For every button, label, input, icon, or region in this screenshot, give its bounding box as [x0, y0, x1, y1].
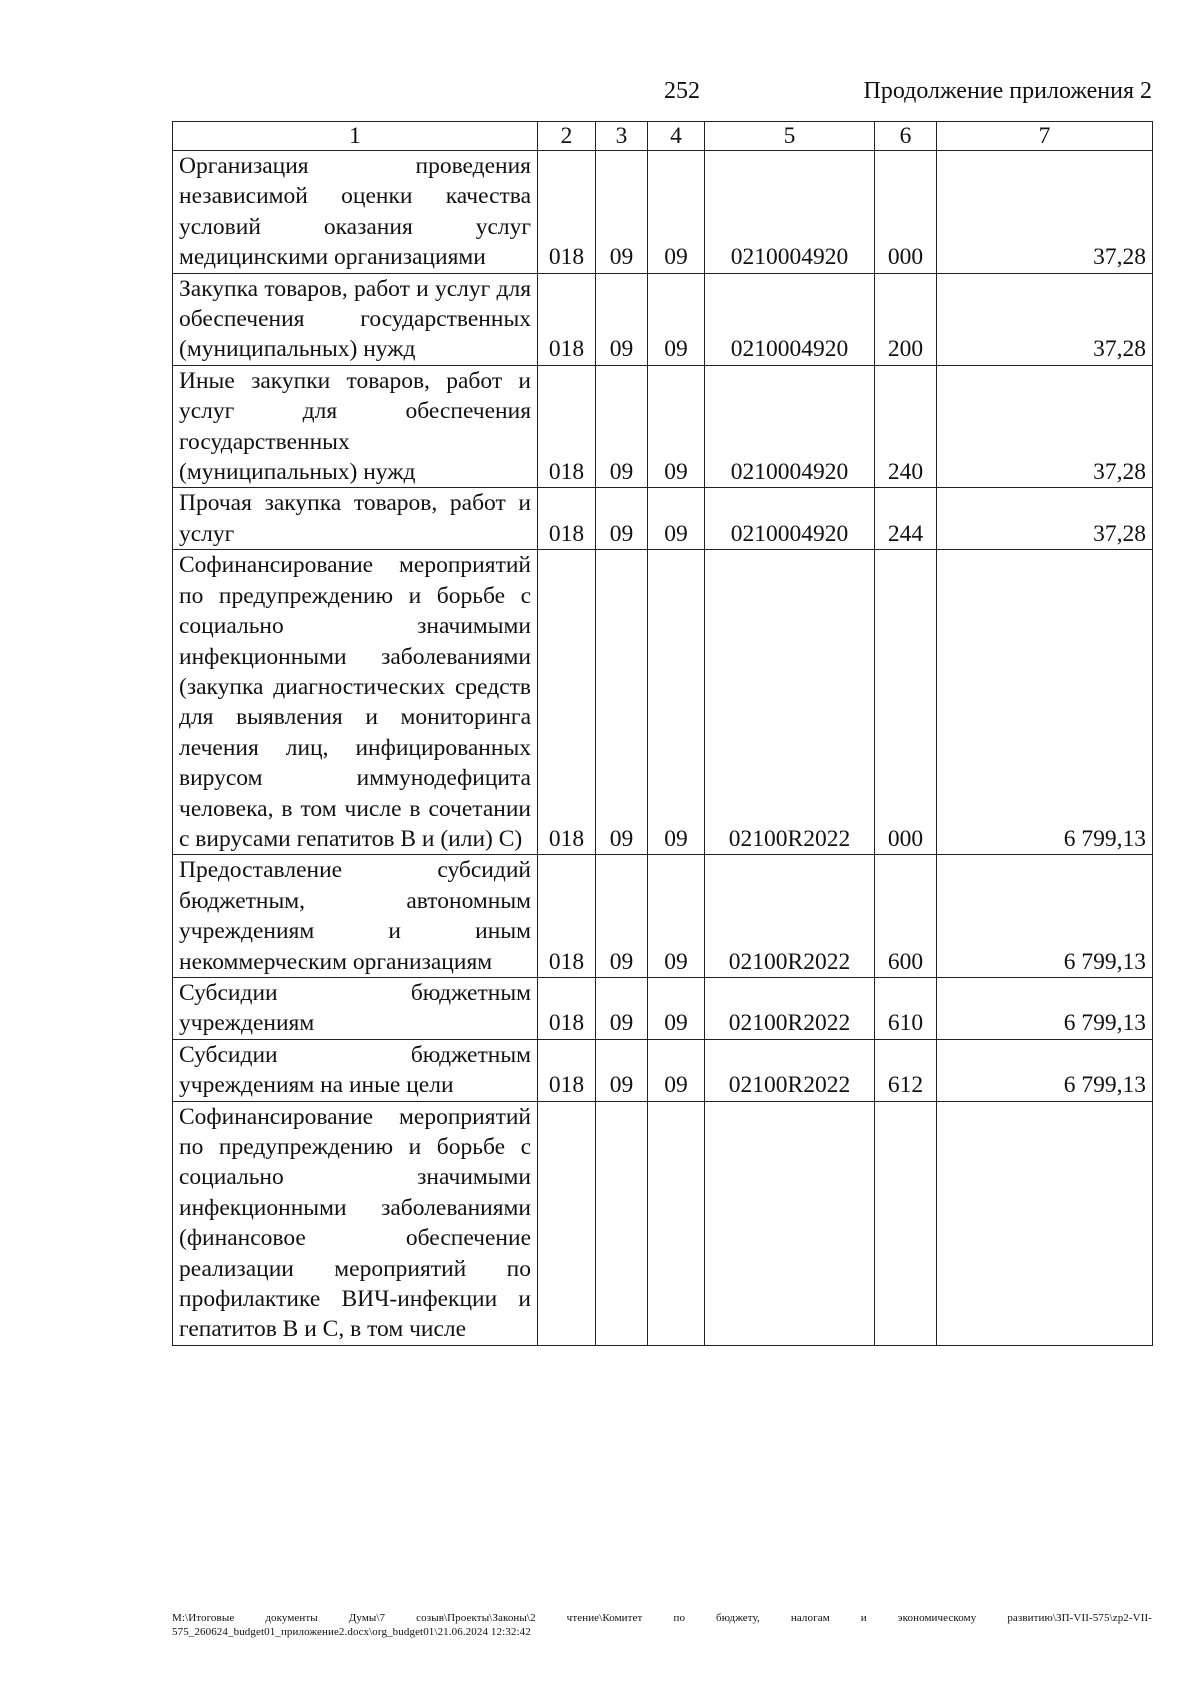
cell-subsection: 09	[648, 365, 705, 488]
row-description: Закупка товаров, работ и услуг для обеспечения государственных (муниципальных) нужд	[173, 273, 538, 365]
cell-amount: 37,28	[937, 365, 1153, 488]
cell-target-article: 02100R2022	[705, 977, 875, 1039]
table-row	[173, 151, 1153, 274]
cell-target-article: 0210004920	[705, 365, 875, 488]
cell-section: 09	[596, 151, 648, 274]
table-row	[173, 365, 1153, 488]
column-header: 4	[648, 122, 705, 151]
row-description: Софинансирование мероприятий по предупреждению и борьбе с социально значимыми инфекционными заболеваниями (финансовое обеспечение реализации мероприятий по профилактике ВИЧ-инфекции и гепатитов B и C, в том числе	[173, 1101, 538, 1345]
file-path-footer: M:\Итоговые документы Думы\7 созыв\Проекты\Законы\2 чтение\Комитет по бюджету, налогам и экономическому развитию\ЗП-VII-575\zp2-VII-575_260624_budget01_приложение2.docx\org_budget01\21.06.2024 12:32:42	[172, 1612, 1152, 1638]
column-header: 3	[596, 122, 648, 151]
table-row	[173, 977, 1153, 1039]
table-row	[173, 488, 1153, 550]
cell-subsection: 09	[648, 273, 705, 365]
cell-amount: 6 799,13	[937, 855, 1153, 978]
row-description: Софинансирование мероприятий по предупреждению и борьбе с социально значимыми инфекционными заболеваниями (закупка диагностических средств для выявления и мониторинга лечения лиц, инфицированных вирусом иммунодефицита человека, в том числе в сочетании с вирусами гепатитов B и (или) C)	[173, 550, 538, 855]
cell-amount: 37,28	[937, 273, 1153, 365]
cell-amount	[937, 1101, 1153, 1345]
cell-target-article: 0210004920	[705, 151, 875, 274]
table-row	[173, 855, 1153, 978]
cell-target-article: 02100R2022	[705, 855, 875, 978]
cell-target-article: 02100R2022	[705, 1039, 875, 1101]
cell-section	[596, 1101, 648, 1345]
row-description: Предоставление субсидий бюджетным, автономным учреждениям и иным некоммерческим организациям	[173, 855, 538, 978]
cell-ministry-code	[538, 1101, 596, 1345]
cell-target-article	[705, 1101, 875, 1345]
cell-ministry-code: 018	[538, 977, 596, 1039]
cell-ministry-code: 018	[538, 151, 596, 274]
cell-amount: 6 799,13	[937, 977, 1153, 1039]
cell-expense-type: 244	[875, 488, 937, 550]
cell-subsection: 09	[648, 151, 705, 274]
cell-amount: 6 799,13	[937, 550, 1153, 855]
cell-target-article: 0210004920	[705, 488, 875, 550]
budget-table	[172, 121, 1153, 1346]
cell-ministry-code: 018	[538, 855, 596, 978]
cell-section: 09	[596, 1039, 648, 1101]
cell-target-article: 02100R2022	[705, 550, 875, 855]
page-number: 252	[664, 78, 700, 104]
cell-section: 09	[596, 855, 648, 978]
cell-ministry-code: 018	[538, 550, 596, 855]
cell-ministry-code: 018	[538, 273, 596, 365]
row-description: Субсидии бюджетным учреждениям на иные цели	[173, 1039, 538, 1101]
cell-subsection: 09	[648, 855, 705, 978]
column-header: 2	[538, 122, 596, 151]
cell-amount: 6 799,13	[937, 1039, 1153, 1101]
cell-section: 09	[596, 365, 648, 488]
cell-subsection: 09	[648, 550, 705, 855]
cell-section: 09	[596, 488, 648, 550]
column-number-row	[173, 122, 1153, 151]
table-row	[173, 273, 1153, 365]
column-header: 7	[937, 122, 1153, 151]
cell-subsection: 09	[648, 488, 705, 550]
column-header: 5	[705, 122, 875, 151]
cell-subsection: 09	[648, 1039, 705, 1101]
cell-ministry-code: 018	[538, 365, 596, 488]
cell-section: 09	[596, 550, 648, 855]
row-description: Иные закупки товаров, работ и услуг для обеспечения государственных (муниципальных) нужд	[173, 365, 538, 488]
cell-section: 09	[596, 273, 648, 365]
cell-expense-type: 000	[875, 151, 937, 274]
cell-target-article: 0210004920	[705, 273, 875, 365]
cell-section: 09	[596, 977, 648, 1039]
table-row	[173, 550, 1153, 855]
cell-amount: 37,28	[937, 488, 1153, 550]
cell-amount: 37,28	[937, 151, 1153, 274]
cell-expense-type	[875, 1101, 937, 1345]
row-description: Прочая закупка товаров, работ и услуг	[173, 488, 538, 550]
cell-subsection	[648, 1101, 705, 1345]
cell-expense-type: 610	[875, 977, 937, 1039]
cell-expense-type: 612	[875, 1039, 937, 1101]
cell-expense-type: 240	[875, 365, 937, 488]
cell-subsection: 09	[648, 977, 705, 1039]
table-row	[173, 1039, 1153, 1101]
table-row	[173, 1101, 1153, 1345]
continuation-caption: Продолжение приложения 2	[863, 78, 1152, 104]
row-description: Организация проведения независимой оценки качества условий оказания услуг медицинскими организациями	[173, 151, 538, 274]
cell-expense-type: 200	[875, 273, 937, 365]
cell-expense-type: 600	[875, 855, 937, 978]
cell-expense-type: 000	[875, 550, 937, 855]
row-description: Субсидии бюджетным учреждениям	[173, 977, 538, 1039]
column-header: 6	[875, 122, 937, 151]
column-header: 1	[173, 122, 538, 151]
cell-ministry-code: 018	[538, 488, 596, 550]
cell-ministry-code: 018	[538, 1039, 596, 1101]
